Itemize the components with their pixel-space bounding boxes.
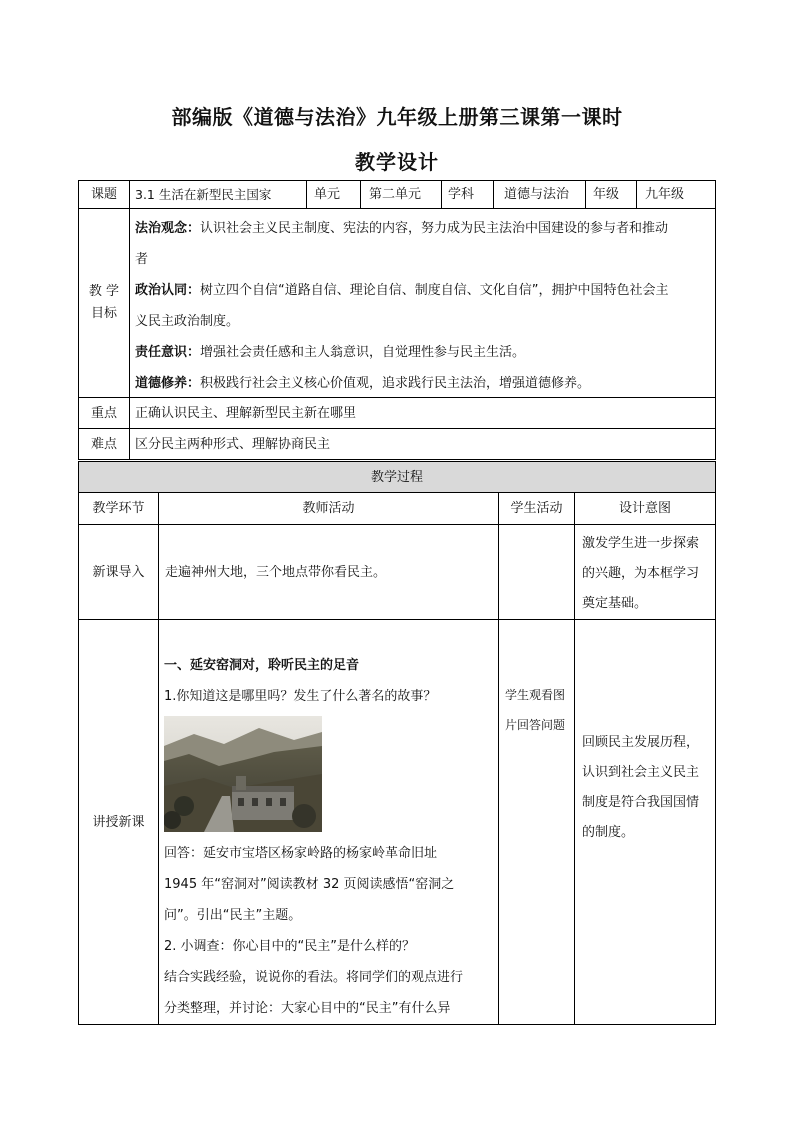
reading-line-2: 问”。引出“民主”主题。 bbox=[164, 908, 302, 923]
goal-item: 法治观念：认识社会主义民主制度、宪法的内容，努力成为民主法治中国建设的参与者和推动 bbox=[135, 221, 669, 236]
difficult-point-value: 区分民主两种形式、理解协商民主 bbox=[129, 428, 716, 460]
goal-item: 责任意识：增强社会责任感和主人翁意识，自觉理性参与民主生活。 bbox=[135, 345, 526, 360]
key-point-label: 重点 bbox=[78, 397, 130, 429]
goal-item-continued: 义民主政治制度。 bbox=[135, 314, 240, 329]
column-header-stage: 教学环节 bbox=[78, 492, 159, 525]
goal-item-continued: 者 bbox=[135, 252, 149, 267]
goals-content bbox=[129, 208, 716, 398]
design-intent-intro: 激发学生进一步探索 的兴趣，为本框学习 奠定基础。 bbox=[574, 524, 716, 620]
grade-value: 九年级 bbox=[636, 180, 716, 209]
stage-lecture: 讲授新课 bbox=[78, 619, 159, 1025]
design-intent-lecture: 回顾民主发展历程， 认识到社会主义民主 制度是符合我国国情 的制度。 bbox=[574, 619, 716, 1025]
column-header-teacher: 教师活动 bbox=[158, 492, 499, 525]
yangjialing-photo bbox=[164, 716, 322, 832]
subject-label: 学科 bbox=[441, 180, 494, 209]
goal-item: 道德修养：积极践行社会主义核心价值观，追求践行民主法治，增强道德修养。 bbox=[135, 376, 591, 391]
topic-value: 3.1 生活在新型民主国家 bbox=[129, 180, 307, 209]
section-title: 一、延安窑洞对，聆听民主的足音 bbox=[164, 658, 360, 673]
key-point-value: 正确认识民主、理解新型民主新在哪里 bbox=[129, 397, 716, 429]
student-activity-lecture: 学生观看图 片回答问题 bbox=[498, 619, 575, 1025]
teacher-activity-intro: 走遍神州大地，三个地点带你看民主。 bbox=[158, 524, 499, 620]
discuss-line-2: 分类整理，并讨论：大家心目中的“民主”有什么异 bbox=[164, 1001, 451, 1016]
discuss-line-1: 结合实践经验，说说你的看法。将同学们的观点进行 bbox=[164, 970, 464, 985]
unit-label: 单元 bbox=[306, 180, 361, 209]
student-activity-intro bbox=[498, 524, 575, 620]
column-header-intent: 设计意图 bbox=[574, 492, 716, 525]
goal-item: 政治认同：树立四个自信“道路自信、理论自信、制度自信、文化自信”，拥护中国特色社会主 bbox=[135, 283, 669, 298]
subject-value: 道德与法治 bbox=[493, 180, 586, 209]
process-header: 教学过程 bbox=[78, 461, 716, 493]
question-1: 1.你知道这是哪里吗？发生了什么著名的故事？ bbox=[164, 689, 437, 704]
topic-label: 课题 bbox=[78, 180, 130, 209]
column-header-student: 学生活动 bbox=[498, 492, 575, 525]
unit-value: 第二单元 bbox=[360, 180, 442, 209]
question-2: 2. 小调查：你心目中的“民主”是什么样的？ bbox=[164, 939, 416, 954]
goals-label-line1: 教 学 bbox=[88, 284, 120, 299]
difficult-point-label: 难点 bbox=[78, 428, 130, 460]
goals-label-line2: 目标 bbox=[90, 306, 117, 321]
stage-intro: 新课导入 bbox=[78, 524, 159, 620]
document-subtitle: 教学设计 bbox=[355, 150, 439, 174]
answer: 回答：延安市宝塔区杨家岭路的杨家岭革命旧址 bbox=[164, 846, 438, 861]
reading-line-1: 1945 年“窑洞对”阅读教材 32 页阅读感悟“窑洞之 bbox=[164, 877, 455, 892]
document-title: 部编版《道德与法治》九年级上册第三课第一课时 bbox=[171, 105, 623, 129]
teacher-activity-lecture bbox=[158, 619, 499, 1025]
goals-label bbox=[78, 208, 130, 398]
grade-label: 年级 bbox=[585, 180, 637, 209]
